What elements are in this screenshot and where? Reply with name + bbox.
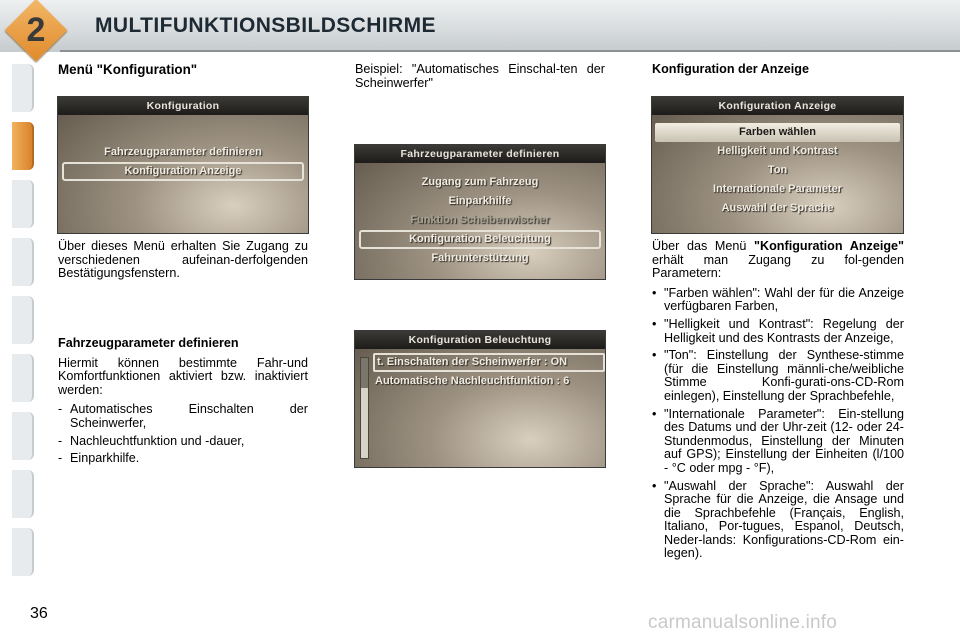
page-title: MULTIFUNKTIONSBILDSCHIRME <box>95 14 436 37</box>
screen-menu-item: Fahrzeugparameter definieren <box>104 146 262 158</box>
list-item: • "Helligkeit und Kontrast": Regelung der Helligkeit und des Kontrasts der Anzeige, <box>652 318 904 345</box>
list-item: • "Internationale Parameter": Ein-stellung des Datums und der Uhr-zeit (12- oder 24-Stundenmodus, Einstellung der Minuten auf GPS); Einstellung der Einheiten (l/100 - °C oder mpg - °F), <box>652 408 904 476</box>
left-column-text <box>58 240 308 287</box>
screen-menu-item: Einparkhilfe <box>448 195 512 207</box>
screen-scrollbar <box>360 357 369 459</box>
anzeige-parameter-list <box>652 287 904 561</box>
screen-menu-item-selected: Konfiguration Beleuchtung <box>359 230 601 249</box>
screen-title: Fahrzeugparameter definieren <box>355 145 605 163</box>
screen-menu-item-selected: Farben wählen <box>655 123 900 142</box>
screen-title: Konfiguration Beleuchtung <box>355 331 605 349</box>
list-item: - Nachleuchtfunktion und -dauer, <box>58 435 308 449</box>
watermark: carmanualsonline.info <box>648 612 838 633</box>
screen-menu-item: Auswahl der Sprache <box>721 202 834 214</box>
screenshot-fahrzeugparameter-menu <box>354 144 606 280</box>
page-number: 36 <box>30 605 48 622</box>
screenshot-beleuchtung-menu <box>354 330 606 468</box>
chapter-tab-3[interactable] <box>12 180 34 228</box>
screen-menu-item: Fahrunterstützung <box>431 252 529 264</box>
chapter-number: 2 <box>26 11 46 49</box>
intro-paragraph: Über dieses Menü erhalten Sie Zugang zu verschiedenen aufeinan-derfolgenden Bestätigungsfenstern. <box>58 239 308 281</box>
anzeige-intro-bold: "Konfiguration Anzeige" <box>754 239 904 253</box>
screen-menu-item: Automatische Nachleuchtfunktion : 6 <box>375 375 570 387</box>
anzeige-intro <box>652 240 904 281</box>
chapter-tab-1[interactable] <box>12 64 34 112</box>
list-item: • "Farben wählen": Wahl der für die Anzeige verfügbaren Farben, <box>652 287 904 314</box>
screen-menu-item: Helligkeit und Kontrast <box>717 145 838 157</box>
chapter-tab-2-active[interactable] <box>12 122 34 170</box>
fahrzeugparameter-body: Hiermit können bestimmte Fahr-und Komfortfunktionen aktiviert bzw. inaktiviert werden: <box>58 355 308 397</box>
chapter-tab-strip <box>0 60 34 580</box>
example-caption: Beispiel: "Automatisches Einschal-ten der Scheinwerfer" <box>355 62 605 90</box>
chapter-tab-8[interactable] <box>12 470 34 518</box>
screen-title: Konfiguration <box>58 97 308 115</box>
list-item: • "Ton": Einstellung der Synthese-stimme (für die Einstellung männli-che/weibliche Stimme Konfi-gurati-ons-CD-Rom einlegen), Einstellung der Sprachbefehle, <box>652 349 904 403</box>
chapter-tab-7[interactable] <box>12 412 34 460</box>
screenshot-anzeige-menu <box>651 96 904 234</box>
screenshot-konfiguration-menu <box>57 96 309 234</box>
section-heading-anzeige: Konfiguration der Anzeige <box>652 62 809 76</box>
list-item: - Automatisches Einschalten der Scheinwerfer, <box>58 403 308 430</box>
chapter-tab-4[interactable] <box>12 238 34 286</box>
header-divider <box>60 50 960 52</box>
list-item: - Einparkhilfe. <box>58 452 308 466</box>
left-column-heading-block <box>58 63 308 77</box>
chapter-tab-6[interactable] <box>12 354 34 402</box>
anzeige-intro-suffix: erhält man Zugang zu fol-genden Parametern: <box>652 252 904 281</box>
section-heading-konfiguration: Menü "Konfiguration" <box>58 62 198 77</box>
right-column-heading-block <box>652 63 904 77</box>
screen-menu-item: Ton <box>767 164 788 176</box>
chapter-tab-5[interactable] <box>12 296 34 344</box>
anzeige-intro-prefix: Über das Menü <box>652 239 755 253</box>
middle-column-caption <box>355 63 605 96</box>
fahrzeugparameter-section <box>58 337 308 470</box>
subheading-fahrzeugparameter: Fahrzeugparameter definieren <box>58 336 239 350</box>
screen-title: Konfiguration Anzeige <box>652 97 903 115</box>
screen-menu-item: Internationale Parameter <box>713 183 842 195</box>
list-item: • "Auswahl der Sprache": Auswahl der Sprache für die Anzeige, die Ansage und die Sprachbefehle (Français, English, Italiano, Por-tugues, Espanol, Deutsch, Neder-lands: Konfigurations-CD-Rom ein-legen). <box>652 480 904 562</box>
right-column-text <box>652 240 904 565</box>
screen-menu-item-selected: t. Einschalten der Scheinwerfer : ON <box>373 353 605 372</box>
screen-menu-item-selected: Konfiguration Anzeige <box>62 162 304 181</box>
chapter-tab-9[interactable] <box>12 528 34 576</box>
screen-menu-item: Zugang zum Fahrzeug <box>421 176 539 188</box>
fahrzeugparameter-list <box>58 403 308 465</box>
screen-menu-item-disabled: Funktion Scheibenwischer <box>410 214 550 226</box>
